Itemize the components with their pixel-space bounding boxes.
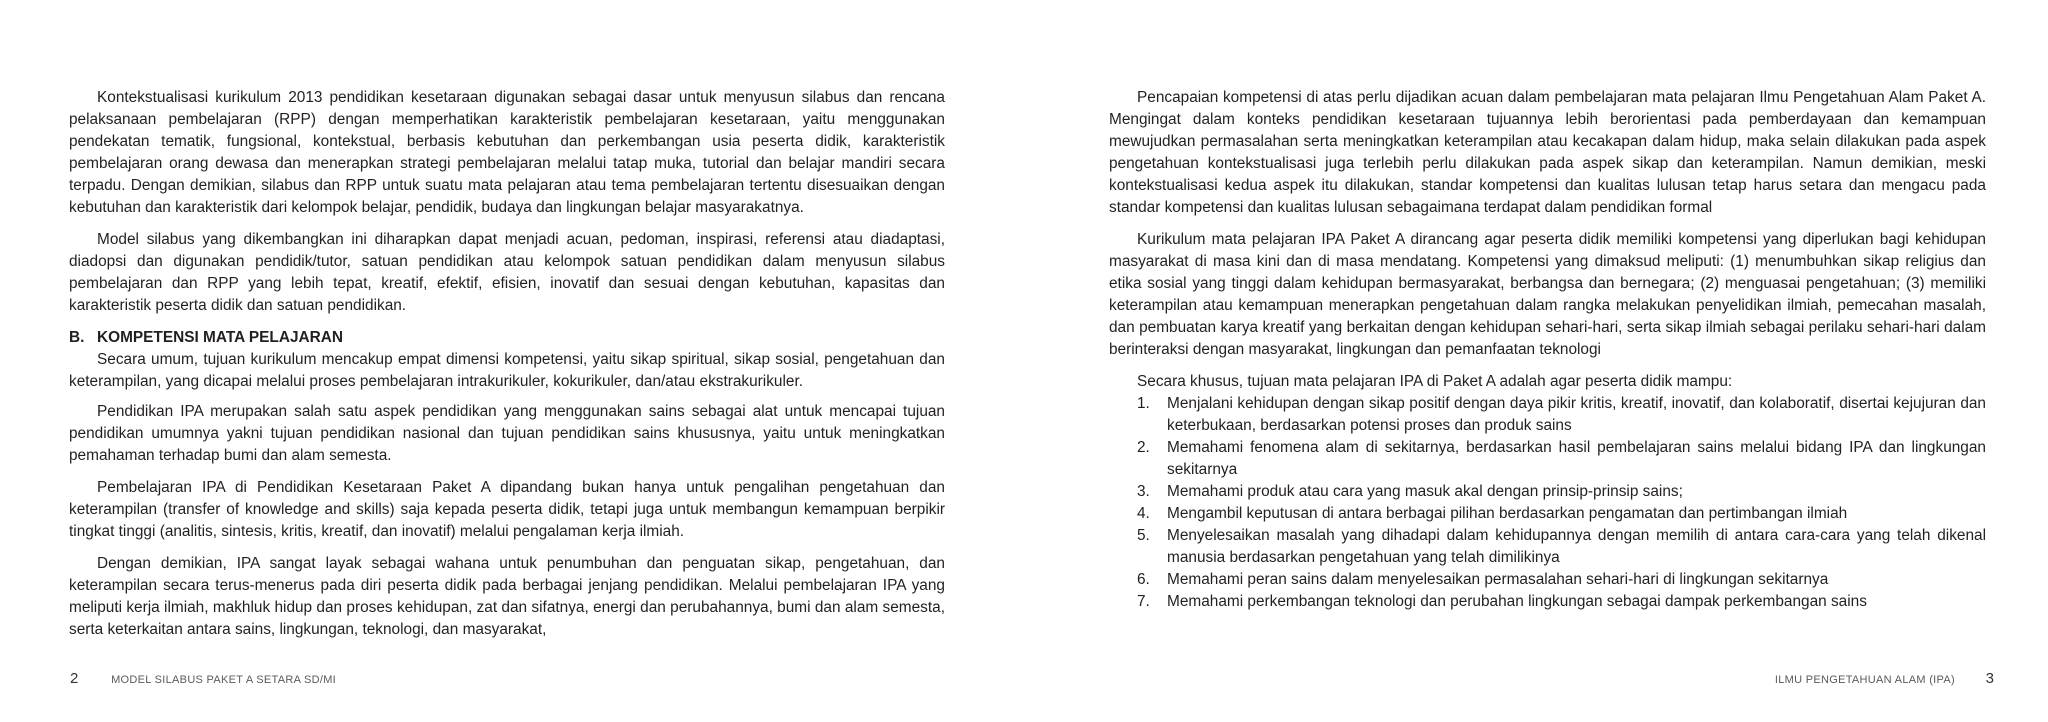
list-item	[1109, 393, 1986, 437]
section-title: KOMPETENSI MATA PELAJARAN	[97, 329, 343, 346]
list-item-text: Menjalani kehidupan dengan sikap positif dengan daya pikir kritis, kreatif, inovatif, dan kolaboratif, disertai kejujuran dan keterbukaan, berdasarkan potensi proses dan produk sains	[1167, 395, 1986, 434]
list-number: 4.	[1137, 505, 1150, 522]
list-item-text: Mengambil keputusan di antara berbagai pilihan berdasarkan pengamatan dan pertimbangan ilmiah	[1167, 505, 1848, 522]
section-number: B.	[69, 329, 85, 346]
paragraph: Kontekstualisasi kurikulum 2013 pendidikan kesetaraan digunakan sebagai dasar untuk menyusun silabus dan rencana pelaksanaan pembelajaran (RPP) dengan memperhatikan karakteristik pembelajaran kesetaraan, yaitu menggunakan pendekatan tematik, fungsional, kontekstual, berbasis kebutuhan dan perkembangan usia peserta didik, karakteristik pembelajaran orang dewasa dan menerapkan strategi pembelajaran melalui tatap muka, tutorial dan belajar mandiri secara terpadu. Dengan demikian, silabus dan RPP untuk suatu mata pelajaran atau tema pembelajaran tertentu disesuaikan dengan kebutuhan dan karakteristik dari kelompok belajar, pendidik, budaya dan lingkungan belajar masyarakatnya.	[69, 89, 945, 216]
list-number: 2.	[1137, 439, 1150, 456]
paragraph: Pencapaian kompetensi di atas perlu dijadikan acuan dalam pembelajaran mata pelajaran Ilmu Pengetahuan Alam Paket A. Mengingat dalam konteks pendidikan kesetaraan tujuannya lebih berorientasi pada pemberdayaan dan kemampuan mewujudkan permasalahan serta meningkatkan keterampilan atau kecakapan dalam hidup, maka selain dilakukan pada aspek pengetahuan kontekstualisasi juga terlebih perlu dilakukan pada aspek sikap dan keterampilan. Namun demikian, meski kontekstualisasi kedua aspek itu dilakukan, standar kompetensi dan kualitas lulusan tetap harus setara dan mengacu pada standar kompetensi dan kualitas lulusan sebagaimana terdapat dalam pendidikan formal	[1109, 89, 1986, 216]
page-number: 2	[70, 670, 79, 687]
section-heading	[69, 327, 945, 349]
list-number: 5.	[1137, 527, 1150, 544]
list-number: 6.	[1137, 571, 1150, 588]
running-title: ILMU PENGETAHUAN ALAM (IPA)	[1774, 674, 1955, 686]
list-intro: Secara khusus, tujuan mata pelajaran IPA di Paket A adalah agar peserta didik mampu:	[1137, 373, 1733, 390]
running-title: MODEL SILABUS PAKET A SETARA SD/MI	[111, 674, 337, 686]
paragraph: Model silabus yang dikembangkan ini diharapkan dapat menjadi acuan, pedoman, inspirasi, referensi atau diadaptasi, diadopsi dan digunakan pendidik/tutor, satuan pendidikan atau kelompok satuan pendidikan dalam menyusun silabus pembelajaran dan RPP yang lebih tepat, kreatif, efektif, efisien, inovatif dan sesuai dengan kebutuhan, kapasitas dan karakteristik peserta didik dan satuan pendidikan.	[69, 231, 945, 314]
list-item-text: Memahami peran sains dalam menyelesaikan permasalahan sehari-hari di lingkungan sekitarnya	[1167, 571, 1829, 588]
right-footer	[1775, 670, 1994, 687]
page-number: 3	[1985, 670, 1994, 687]
right-page	[1024, 0, 2048, 722]
list-item	[1109, 569, 1986, 591]
paragraph: Secara umum, tujuan kurikulum mencakup empat dimensi kompetensi, yaitu sikap spiritual, sikap sosial, pengetahuan dan keterampilan, yang dicapai melalui proses pembelajaran intrakurikuler, kokurikuler, dan/atau ekstrakurikuler.	[69, 351, 945, 390]
paragraph: Dengan demikian, IPA sangat layak sebagai wahana untuk penumbuhan dan penguatan sikap, pengetahuan, dan keterampilan secara terus-menerus pada diri peserta didik pada berbagai jenjang pendidikan. Melalui pembelajaran IPA yang meliputi kerja ilmiah, makhluk hidup dan proses kehidupan, zat dan sifatnya, energi dan perubahannya, bumi dan alam semesta, serta keterkaitan antara sains, lingkungan, teknologi, dan masyarakat,	[69, 555, 945, 638]
paragraph: Pembelajaran IPA di Pendidikan Kesetaraan Paket A dipandang bukan hanya untuk pengalihan pengetahuan dan keterampilan (transfer of knowledge and skills) saja kepada peserta didik, tetapi juga untuk membangun kemampuan berpikir tingkat tinggi (analitis, sintesis, kritis, kreatif, dan inovatif) melalui pengalaman kerja ilmiah.	[69, 479, 945, 540]
list-number: 1.	[1137, 395, 1150, 412]
list-item	[1109, 525, 1986, 569]
list-item	[1109, 503, 1986, 525]
paragraph: Kurikulum mata pelajaran IPA Paket A dirancang agar peserta didik memiliki kompetensi yang diperlukan bagi kehidupan masyarakat di masa kini dan di masa mendatang. Kompetensi yang dimaksud meliputi: (1) menumbuhkan sikap religius dan etika sosial yang tinggi dalam kehidupan bermasyarakat, berbangsa dan bernegara; (2) menguasai pengetahuan; (3) memiliki keterampilan atau kemampuan menerapkan pengetahuan dalam rangka melakukan penyelidikan ilmiah, pemecahan masalah, dan pembuatan karya kreatif yang berkaitan dengan kehidupan sehari-hari, serta sikap ilmiah sebagai perilaku sehari-hari dalam berinteraksi dengan masyarakat, lingkungan dan pemanfaatan teknologi	[1109, 231, 1986, 358]
list-item	[1109, 591, 1986, 613]
list-item-text: Menyelesaikan masalah yang dihadapi dalam kehidupannya dengan memilih di antara cara-cara yang telah dikenal manusia berdasarkan pengetahuan yang telah dimilikinya	[1167, 527, 1986, 566]
list-item-text: Memahami perkembangan teknologi dan perubahan lingkungan sebagai dampak perkembangan sains	[1167, 593, 1867, 610]
left-footer	[70, 670, 336, 687]
right-column	[1109, 87, 1986, 613]
list-number: 7.	[1137, 593, 1150, 610]
list-number: 3.	[1137, 483, 1150, 500]
list-item	[1109, 437, 1986, 481]
paragraph: Pendidikan IPA merupakan salah satu aspek pendidikan yang menggunakan sains sebagai alat untuk mencapai tujuan pendidikan umumnya yakni tujuan pendidikan nasional dan tujuan pendidikan sains khususnya, yaitu untuk meningkatkan pemahaman terhadap bumi dan alam semesta.	[69, 403, 945, 464]
objectives-list	[1109, 393, 1986, 613]
list-item	[1109, 481, 1986, 503]
list-item-text: Memahami fenomena alam di sekitarnya, berdasarkan hasil pembelajaran sains melalui bidang IPA dan lingkungan sekitarnya	[1167, 439, 1986, 478]
list-item-text: Memahami produk atau cara yang masuk akal dengan prinsip-prinsip sains;	[1167, 483, 1683, 500]
left-column	[69, 87, 945, 651]
